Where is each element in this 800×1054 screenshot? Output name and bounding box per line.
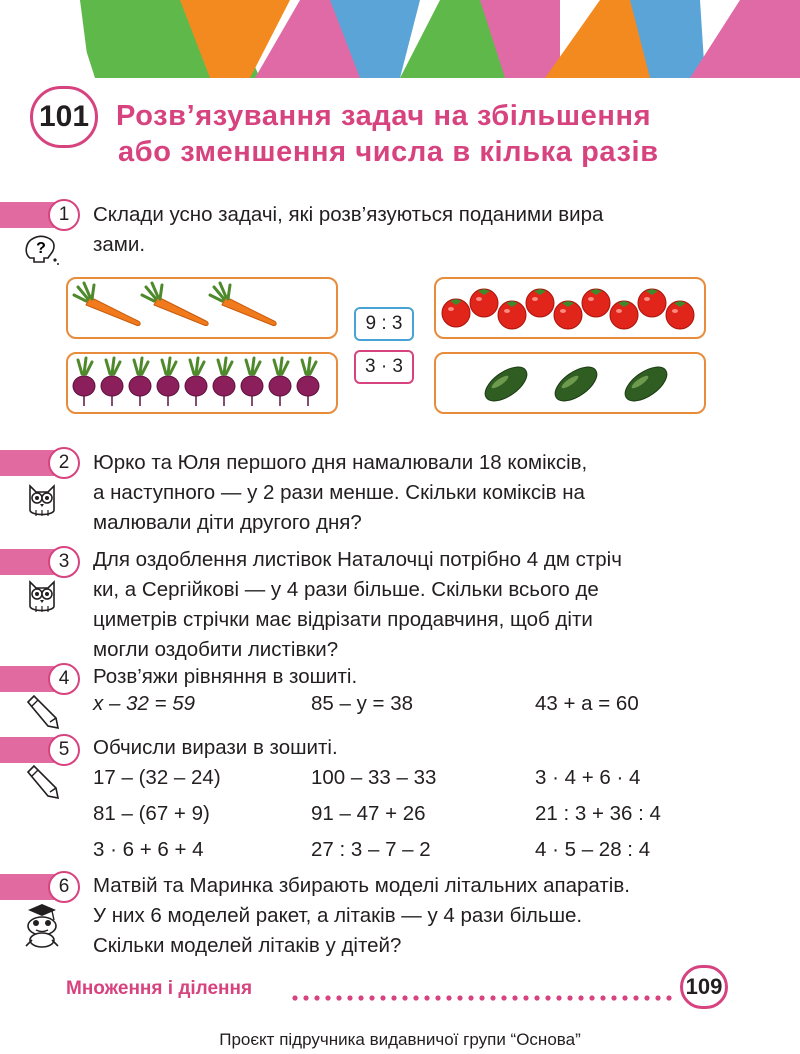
publisher-credit: Проєкт підручника видавничої групи “Основа”: [219, 1030, 581, 1049]
expression: 17 – (32 – 24): [93, 766, 221, 789]
decorative-banner: [0, 0, 800, 78]
dotted-leader: [290, 990, 676, 1008]
equation-2: 85 – y = 38: [311, 692, 414, 715]
task-3-line4: могли оздобити листівки?: [93, 638, 339, 661]
leader-dot: [402, 995, 407, 1000]
leader-dot: [468, 995, 473, 1000]
task-number-2: 2: [48, 447, 80, 479]
task-6-text: [93, 871, 705, 961]
lesson-title-line1: Розв’язування задач на збільшення: [116, 100, 652, 132]
task-6-line1: Матвій та Маринка збирають моделі літальних апаратів.: [93, 874, 630, 897]
expression: 81 – (67 + 9): [93, 802, 210, 825]
carrots-panel: [66, 277, 338, 339]
leader-dot: [446, 995, 451, 1000]
leader-dot: [391, 995, 396, 1000]
task-1-line1: Склади усно задачі, які розв’язуються поданими вира: [93, 203, 604, 226]
leader-dot: [567, 995, 572, 1000]
leader-dot: [314, 995, 319, 1000]
leader-dot: [413, 995, 418, 1000]
task-number-3: 3: [48, 546, 80, 578]
lesson-title-line2: або зменшення числа в кілька разів: [118, 136, 659, 168]
expression: 91 – 47 + 26: [311, 802, 426, 825]
leader-dot: [589, 995, 594, 1000]
expression: 100 – 33 – 33: [311, 766, 437, 789]
task-3-text: [93, 545, 705, 665]
lesson-number-badge: 101: [30, 86, 98, 148]
leader-dot: [600, 995, 605, 1000]
pencil-icon: [22, 762, 62, 802]
task-1-line2: зами.: [93, 233, 146, 256]
leader-dot: [325, 995, 330, 1000]
leader-dot: [622, 995, 627, 1000]
leader-dot: [347, 995, 352, 1000]
expression: 27 : 3 – 7 – 2: [311, 838, 431, 861]
task-2-line2: а наступного — у 2 рази менше. Скільки коміксів на: [93, 481, 585, 504]
leader-dot: [490, 995, 495, 1000]
expression-box-multiply: 3 · 3: [354, 350, 414, 384]
task-4-text: [93, 662, 705, 692]
expression: 21 : 3 + 36 : 4: [535, 802, 661, 825]
expression: 4 · 5 – 28 : 4: [535, 838, 651, 861]
task-2-line3: малювали діти другого дня?: [93, 511, 362, 534]
leader-dot: [424, 995, 429, 1000]
leader-dot: [358, 995, 363, 1000]
task-number-5: 5: [48, 734, 80, 766]
leader-dot: [534, 995, 539, 1000]
expression: 3 · 4 + 6 · 4: [535, 766, 641, 789]
cucumbers-panel: [434, 352, 706, 414]
question-head-icon: [22, 228, 62, 268]
leader-dot: [435, 995, 440, 1000]
leader-dot: [611, 995, 616, 1000]
equation-1: x – 32 = 59: [93, 692, 196, 715]
task-5-line1: Обчисли вирази в зошиті.: [93, 736, 338, 759]
task-2-text: [93, 448, 705, 538]
page-number: 109: [680, 965, 728, 1009]
leader-dot: [380, 995, 385, 1000]
task-2-line1: Юрко та Юля першого дня намалювали 18 коміксів,: [93, 451, 588, 474]
task-number-4: 4: [48, 663, 80, 695]
expression-box-divide: 9 : 3: [354, 307, 414, 341]
leader-dot: [545, 995, 550, 1000]
leader-dot: [644, 995, 649, 1000]
leader-dot: [369, 995, 374, 1000]
pencil-icon: [22, 692, 62, 732]
leader-dot: [666, 995, 671, 1000]
task-3-line2: ки, а Сергійкові — у 4 рази більше. Скільки всього де: [93, 578, 599, 601]
expression-row-3: [93, 838, 713, 868]
leader-dot: [292, 995, 297, 1000]
expression: 3 · 6 + 6 + 4: [93, 838, 204, 861]
task-5-text: [93, 733, 705, 763]
owl-icon: [22, 576, 62, 616]
leader-dot: [303, 995, 308, 1000]
task-6-line2: У них 6 моделей ракет, а літаків — у 4 рази більше.: [93, 904, 583, 927]
leader-dot: [479, 995, 484, 1000]
leader-dot: [523, 995, 528, 1000]
equation-row: [93, 692, 713, 722]
task-3-line1: Для оздоблення листівок Наталочці потрібно 4 дм стріч: [93, 548, 622, 571]
leader-dot: [501, 995, 506, 1000]
leader-dot: [336, 995, 341, 1000]
beets-panel: [66, 352, 338, 414]
owl-icon: [22, 480, 62, 520]
leader-dot: [457, 995, 462, 1000]
task-1-text: [93, 200, 705, 260]
task-number-6: 6: [48, 871, 80, 903]
task-3-line3: циметрів стрічки має відрізати продавчиня, щоб діти: [93, 608, 593, 631]
frog-graduate-icon: [18, 902, 66, 950]
expression-row-2: [93, 802, 713, 832]
leader-dot: [655, 995, 660, 1000]
svg-text:?: ?: [36, 240, 46, 257]
leader-dot: [633, 995, 638, 1000]
leader-dot: [578, 995, 583, 1000]
lesson-title: [116, 98, 756, 170]
task-number-1: 1: [48, 199, 80, 231]
equation-3: 43 + a = 60: [535, 692, 639, 715]
expression-row-1: [93, 766, 713, 796]
section-name: Множення і ділення: [66, 978, 253, 999]
tomatoes-panel: [434, 277, 706, 339]
leader-dot: [556, 995, 561, 1000]
leader-dot: [512, 995, 517, 1000]
task-4-line1: Розв’яжи рівняння в зошиті.: [93, 665, 358, 688]
task-6-line3: Скільки моделей літаків у дітей?: [93, 934, 402, 957]
